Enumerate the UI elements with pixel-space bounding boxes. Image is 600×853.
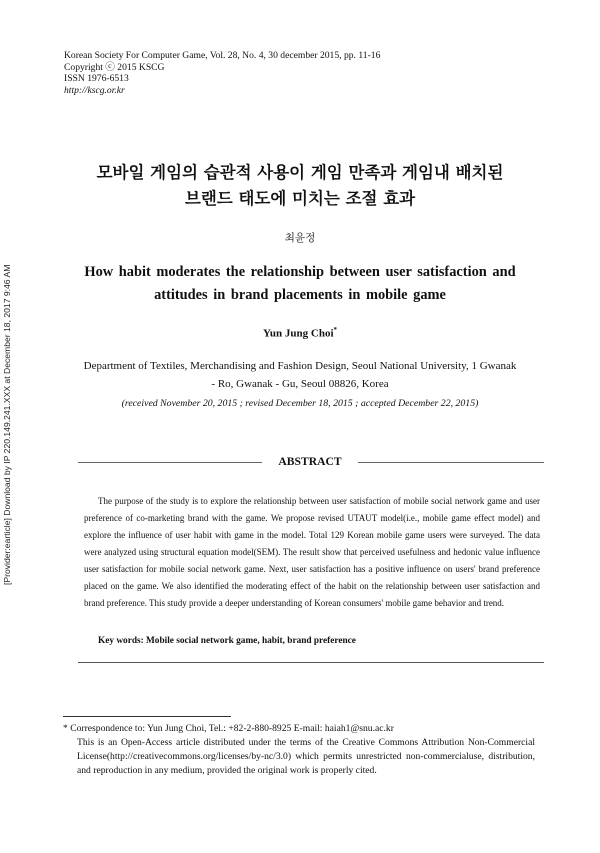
abstract-heading: ABSTRACT — [278, 455, 342, 468]
english-title — [60, 261, 540, 307]
affiliation-line-2: - Ro, Gwanak - Gu, Seoul 08826, Korea — [211, 378, 389, 390]
copyright-line: Copyright ⓒ 2015 KSCG — [64, 61, 165, 73]
journal-url[interactable]: http://kscg.or.kr — [64, 84, 125, 96]
abstract-bottom-rule — [78, 662, 544, 663]
received-dates: (received November 20, 2015 ; revised December 18, 2015 ; accepted December 22, 2015) — [121, 398, 479, 409]
journal-header — [64, 50, 380, 96]
author-name: Yun Jung Choi — [262, 327, 334, 340]
korean-title-line-1: 모바일 게임의 습관적 사용이 게임 만족과 게임내 배치된 — [96, 163, 504, 182]
korean-title-line-2: 브랜드 태도에 미치는 조절 효과 — [184, 189, 416, 208]
issn-line: ISSN 1976-6513 — [64, 73, 129, 85]
english-title-line-1: How habit moderates the relationship between user satisfaction and — [84, 264, 516, 280]
abstract-body: The purpose of the study is to explore the relationship between user satisfaction of mobile social network game and user preference of co-marketing brand with the game. We propose revised UTAUT model(i.e., mobile game effect model) and explore the influence of user habit with game in the model. Total 129 Korean mobile game users were surveyed. The data were analyzed using structural equation model(SEM). The result show that perceived usefulness and hedonic value influence user satisfaction for mobile social network game. Next, user satisfaction has a positive influence on users' brand preference placed on the game. We also identified the moderating effect of the habit on the relationship between user satisfaction and brand preference. This study provide a deeper understanding of Korean consumers' mobile game behavior and trend. — [84, 496, 540, 608]
correspondence-mark: * — [333, 326, 338, 334]
affiliation-line-1: Department of Textiles, Merchandising and Fashion Design, Seoul National University, 1 Gwanak — [83, 360, 517, 372]
abstract-rule-right — [358, 462, 544, 463]
footnote — [63, 722, 535, 778]
english-author — [0, 326, 600, 340]
english-title-line-2: attitudes in brand placements in mobile game — [154, 287, 446, 303]
license-text: This is an Open-Access article distributed under the terms of the Creative Commons Attribution Non-Commercial License(http://creativecommons.org/licenses/by-nc/3.0) which permits unrestricted non-commercialuse, distribution, and reproduction in any medium, provided the original work is properly cited. — [77, 737, 535, 776]
keywords: Key words: Mobile social network game, habit, brand preference — [98, 636, 356, 646]
affiliation — [60, 357, 540, 393]
korean-author: 최윤정 — [284, 232, 316, 244]
journal-citation: Korean Society For Computer Game, Vol. 28, No. 4, 30 december 2015, pp. 11-16 — [64, 50, 381, 61]
korean-title — [40, 160, 560, 212]
footnote-rule — [63, 716, 231, 717]
correspondence-line: * Correspondence to: Yun Jung Choi, Tel.: +82-2-880-8925 E-mail: haiah1@snu.ac.kr — [63, 723, 394, 734]
abstract-rule-left — [78, 462, 262, 463]
download-watermark: [Provider:earticle] Download by IP 220.149.241.XXX at December 18, 2017 9:46 AM — [2, 264, 12, 585]
